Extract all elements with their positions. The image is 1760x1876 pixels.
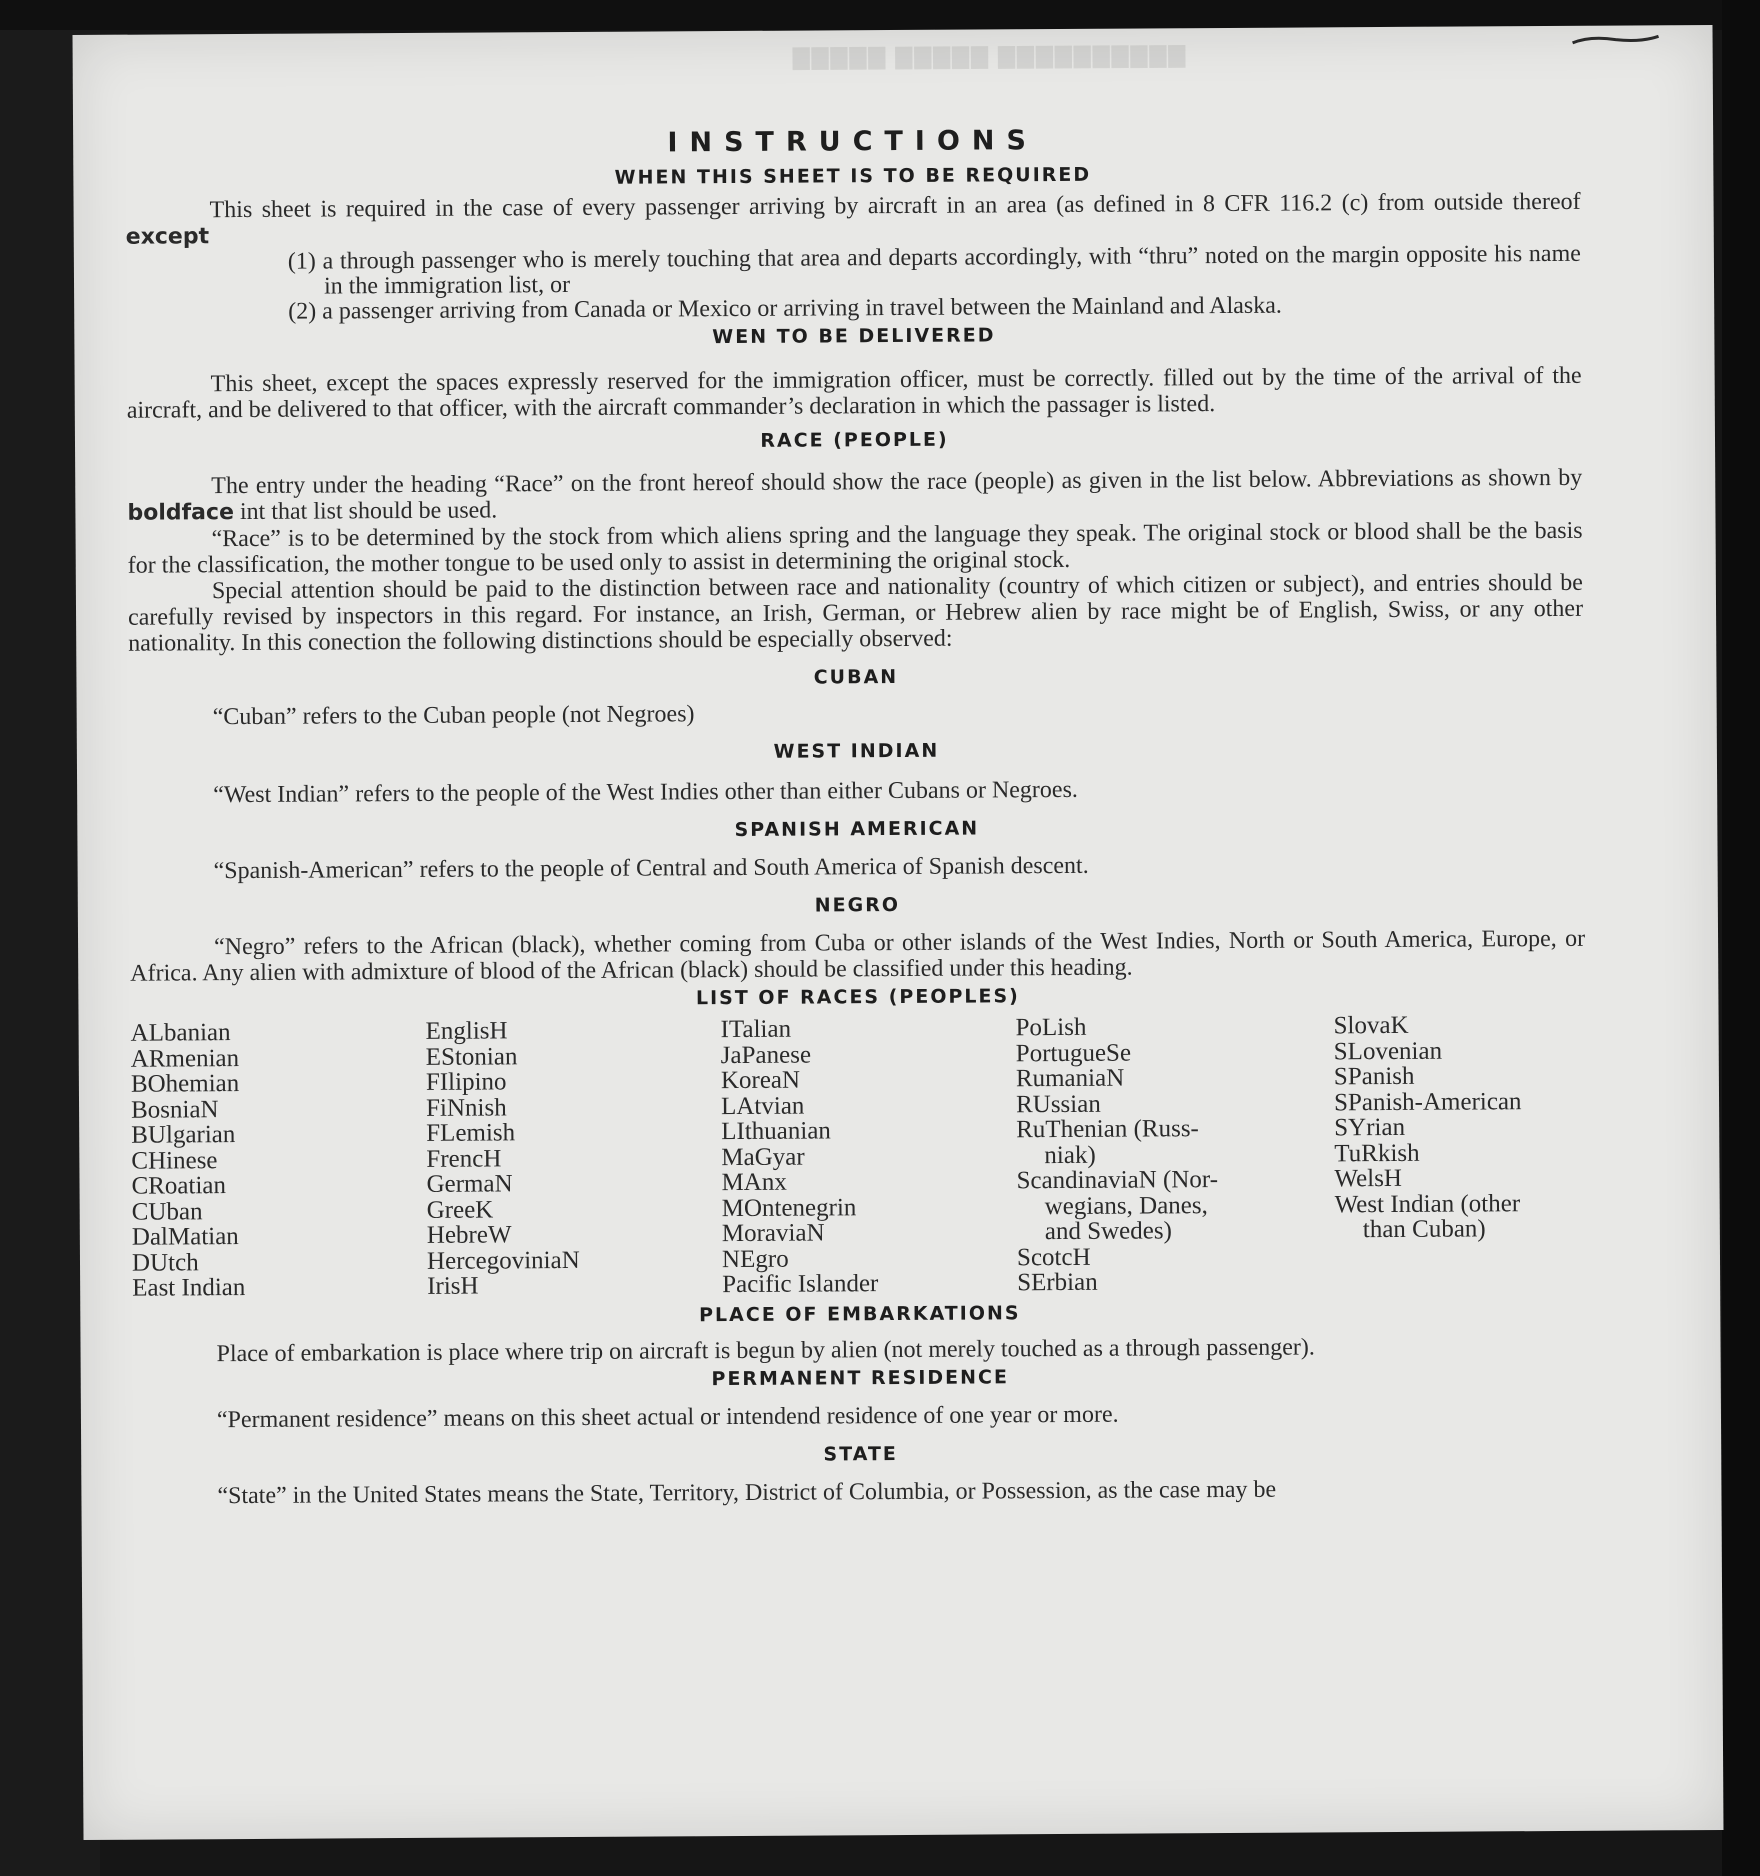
race-entry: HercegoviniaN xyxy=(426,1246,580,1275)
document-body xyxy=(125,88,1589,1509)
race-boldface-word: boldface xyxy=(127,500,235,526)
heading-state: STATE xyxy=(823,1442,898,1465)
race-entry-continued: and Swedes) xyxy=(1044,1217,1172,1246)
race-entry: BUlgarian xyxy=(131,1121,236,1149)
race-entry: SPanish-American xyxy=(1333,1087,1522,1116)
race-entry: SYrian xyxy=(1334,1113,1406,1142)
race-entry: DalMatian xyxy=(131,1223,239,1251)
race-entry: DUtch xyxy=(131,1248,199,1277)
race-entry: LIthuanian xyxy=(721,1117,831,1146)
race-entry: BOhemian xyxy=(130,1070,240,1098)
page-corner-mark xyxy=(1571,33,1661,48)
race-entry: JaPanese xyxy=(720,1041,812,1069)
race-entry: FrencH xyxy=(426,1144,502,1173)
race-entry: CUban xyxy=(131,1197,203,1226)
race-entry: RuThenian (Russ- xyxy=(1016,1115,1199,1144)
race-entry: BosniaN xyxy=(130,1095,219,1124)
race-entry: ARmenian xyxy=(130,1044,240,1073)
paragraph-race-1 xyxy=(127,465,1582,527)
race-entry: FiNnish xyxy=(425,1093,507,1122)
heading-list-of-races: LIST OF RACES (PEOPLES) xyxy=(695,985,1020,1010)
paragraph-embarkation: Place of embarkation is place where trip on aircraft is begun by alien (not merely touched as a through passenger). xyxy=(216,1333,1315,1367)
races-column-4 xyxy=(1016,1013,1336,1295)
race-entry: Pacific Islander xyxy=(722,1270,879,1299)
race-entry: LAtvian xyxy=(720,1092,805,1120)
race-entry: NEgro xyxy=(721,1245,789,1273)
race-entry: ITalian xyxy=(720,1015,792,1044)
race-entry: SErbian xyxy=(1017,1268,1098,1297)
race-entry: MOntenegrin xyxy=(721,1193,857,1222)
race-entry: EStonian xyxy=(425,1042,518,1071)
race-entry-continued: niak) xyxy=(1044,1141,1096,1169)
race-entry: ScandinaviaN (Nor- xyxy=(1016,1166,1219,1195)
race-entry: MAnx xyxy=(721,1168,787,1197)
heading-when-delivered: WEN TO BE DELIVERED xyxy=(712,324,996,349)
paragraph-race-3: Special attention should be paid to the distinction between race and nationality (country of which citizen or subject), and entries should be carefully revised by inspectors in this regard. For instance, an Irish, German, or Hebrew alien by race might be of English, Swiss, or any other nationality. In this conection the following distinctions should be especially observed: xyxy=(127,569,1584,657)
race-entry: PoLish xyxy=(1015,1013,1087,1042)
race-entry-continued: than Cuban) xyxy=(1362,1215,1486,1244)
required-item-2: (2) a passenger arriving from Canada or Mexico or arriving in travel between the Mainland and Alaska. xyxy=(288,292,1282,325)
heading-negro: NEGRO xyxy=(814,893,901,917)
race-entry: KoreaN xyxy=(720,1066,801,1095)
heading-spanish-american: SPANISH AMERICAN xyxy=(734,817,980,841)
race-p1-text: The entry under the heading “Race” on the front hereof should show the race (people) as given in the list below. Abbreviations as shown by xyxy=(211,464,1583,500)
race-entry: HebreW xyxy=(426,1221,512,1249)
heading-when-required: WHEN THIS SHEET IS TO BE REQUIRED xyxy=(614,163,1092,189)
race-entry: WelsH xyxy=(1334,1164,1403,1193)
race-entry: East Indian xyxy=(132,1273,246,1302)
heading-cuban: CUBAN xyxy=(813,665,899,689)
races-column-5 xyxy=(1334,1012,1588,1294)
race-entry: GreeK xyxy=(426,1195,494,1224)
paragraph-negro: “Negro” refers to the African (black), whether coming from Cuba or other islands of the West Indies, North or South America, Europe, or Africa. Any alien with admixture of blood of the African (black) should be classified under this heading. xyxy=(130,925,1586,987)
document-page xyxy=(73,25,1724,1840)
race-entry: ALbanian xyxy=(130,1019,231,1047)
race-entry: CHinese xyxy=(131,1146,218,1175)
race-entry: TuRkish xyxy=(1334,1139,1420,1167)
paragraph-cuban: “Cuban” refers to the Cuban people (not Negroes) xyxy=(212,701,695,731)
race-entry-continued: wegians, Danes, xyxy=(1044,1191,1208,1220)
races-column-3 xyxy=(721,1015,1018,1297)
races-column-1 xyxy=(131,1019,428,1301)
scan-right-margin xyxy=(1722,0,1760,1876)
paragraph-residence: “Permanent residence” means on this sheet actual or intendend residence of one year or more. xyxy=(216,1401,1119,1433)
race-entry: ScotcH xyxy=(1016,1243,1091,1271)
race-entry: MoraviaN xyxy=(721,1219,825,1248)
bleed-through-text: ▇▇▇▇▇ ▇▇▇▇▇ ▇▇▇▇▇▇▇▇▇▇ xyxy=(792,42,1188,70)
required-item-1: (1) a through passenger who is merely touching that area and departs accordingly, with “thru” noted on the margin opposite his name in the immigration list, or xyxy=(287,240,1581,300)
races-column-2 xyxy=(426,1017,723,1299)
paragraph-race-2: “Race” is to be determined by the stock from which aliens spring and the language they speak. The original stock or blood shall be the basis for the classification, the mother tongue to be used only to assist in determining the original stock. xyxy=(127,517,1583,579)
race-entry: CRoatian xyxy=(131,1172,227,1200)
race-entry: RUssian xyxy=(1015,1090,1101,1118)
paragraph-west-indian: “West Indian” refers to the people of the West Indies other than either Cubans or Negroes. xyxy=(213,776,1078,809)
race-entry: SLovenian xyxy=(1333,1037,1443,1065)
required-except-bold: except xyxy=(125,224,210,250)
heading-race: RACE (PEOPLE) xyxy=(760,428,949,452)
heading-west-indian: WEST INDIAN xyxy=(773,739,940,763)
heading-permanent-residence: PERMANENT RESIDENCE xyxy=(711,1365,1010,1390)
paragraph-state: “State” in the United States means the State, Territory, District of Columbia, or Possession, as the case may be xyxy=(217,1476,1277,1509)
race-entry: SPanish xyxy=(1333,1062,1415,1091)
race-entry: IrisH xyxy=(427,1272,479,1300)
required-intro-text: This sheet is required in the case of every passenger arriving by aircraft in an area (as defined in 8 CFR 116.2 (c) from outside thereof xyxy=(209,188,1581,224)
race-p1-after: int that list should be used. xyxy=(239,497,498,526)
race-entry: West Indian (other xyxy=(1334,1189,1521,1218)
race-entry: FIlipino xyxy=(425,1068,507,1096)
paragraph-spanish-american: “Spanish-American” refers to the people of Central and South America of Spanish descent. xyxy=(213,852,1089,885)
race-entry: RumaniaN xyxy=(1015,1064,1125,1093)
heading-place-of-embarkation: PLACE OF EMBARKATIONS xyxy=(699,1301,1021,1326)
race-entry: GermaN xyxy=(426,1170,513,1198)
paragraph-delivered: This sheet, except the spaces expressly reserved for the immigration officer, must be correctly. filled out by the time of the arrival of the aircraft, and be delivered to that officer, with the aircraft commander’s declaration in which the passager is listed. xyxy=(126,362,1582,424)
race-entry: EnglisH xyxy=(425,1017,508,1045)
race-entry: SlovaK xyxy=(1333,1011,1409,1040)
races-list xyxy=(131,1012,1588,1301)
race-entry: PortugueSe xyxy=(1015,1039,1132,1067)
race-entry: FLemish xyxy=(426,1119,516,1147)
page-title: INSTRUCTIONS xyxy=(667,125,1039,159)
race-entry: MaGyar xyxy=(721,1143,805,1171)
